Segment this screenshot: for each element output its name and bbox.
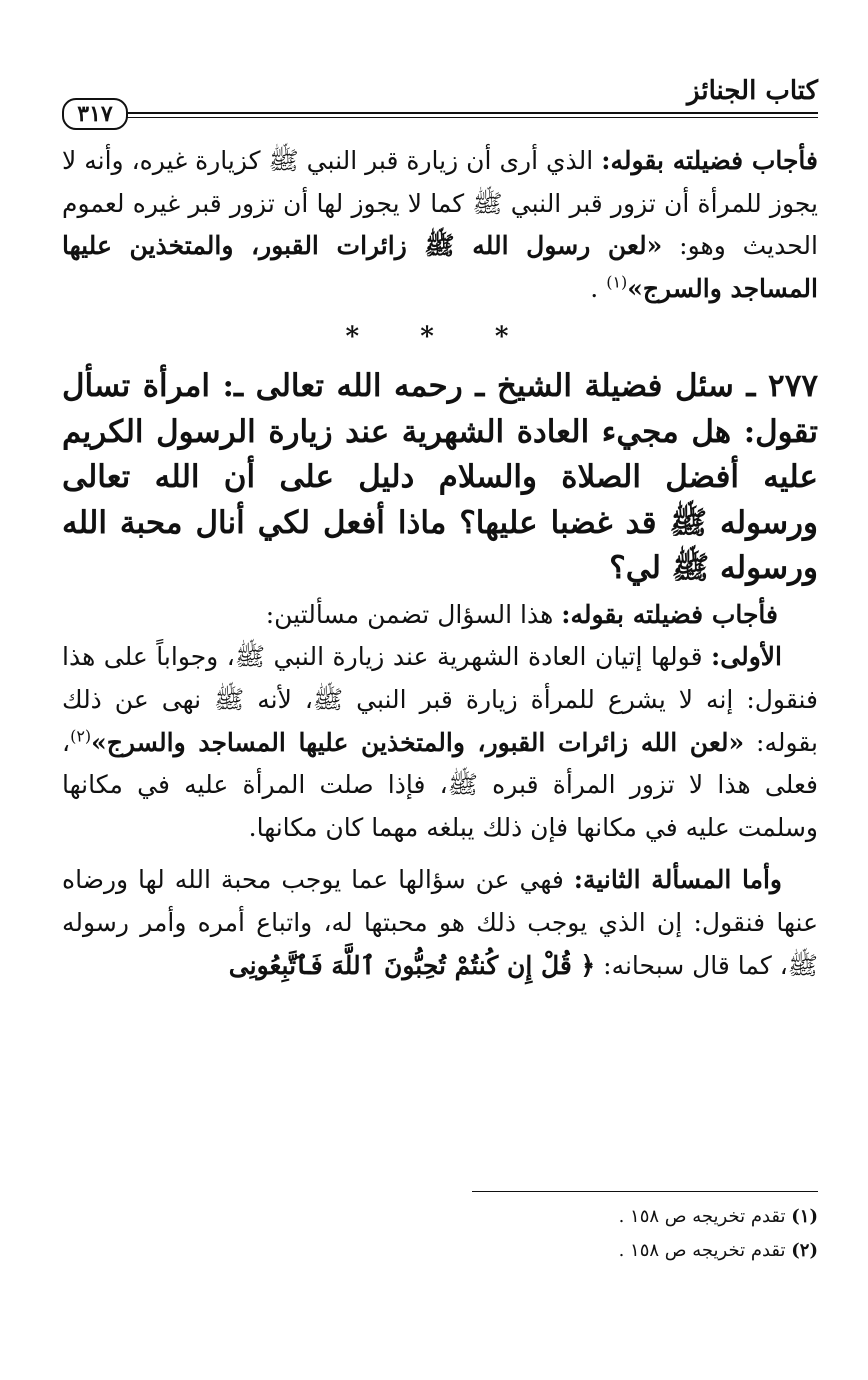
header-rule-thin [120, 117, 818, 118]
footnotes [62, 1200, 818, 1268]
first-issue-paragraph [62, 636, 818, 849]
answer-lead: فأجاب فضيلته بقوله: [601, 146, 819, 175]
page-number: ٣١٧ [62, 98, 128, 130]
footnote-number: (١) [791, 1206, 818, 1227]
question-277: ٢٧٧ ـ سئل فضيلة الشيخ ـ رحمه الله تعالى ـ: امرأة تسأل تقول: هل مجيء العادة الشهرية عند زيارة الرسول الكريم عليه أفضل الصلاة والسلام دليل على أن الله تعالى ورسوله ﷺ قد غضبا عليها؟ ماذا أفعل لكي أنال محبة الله ورسوله ﷺ لي؟ [62, 368, 818, 587]
answer-intro-lead: فأجاب فضيلته بقوله: [561, 599, 778, 629]
answer-paragraph-previous [62, 140, 818, 310]
footnote-number: (٢) [791, 1240, 818, 1261]
second-issue-paragraph [62, 859, 818, 987]
quran-verse: ﴿ قُلْ إِن كُنتُمْ تُحِبُّونَ ٱللَّهَ فَٱتَّبِعُونِى [228, 950, 596, 980]
first-issue-text-b: ، فعلى هذا لا تزور المرأة قبره ﷺ، فإذا صلت المرأة عليه في مكانها وسلمت عليه في مكانها فإن ذلك يبلغه مهما كان مكانها. [62, 727, 818, 842]
footnote-ref-2: (٢) [70, 726, 92, 746]
first-issue-hadith: «لعن الله زائرات القبور، والمتخذين عليها المساجد والسرج» [91, 727, 745, 757]
first-issue-text-a: قولها إتيان العادة الشهرية عند زيارة النبي ﷺ، وجواباً على هذا فنقول: إنه لا يشرع للمرأة زيارة قبر النبي ﷺ، لأنه ﷺ نهى عن ذلك بقوله: [62, 642, 818, 757]
paragraph-gap [62, 849, 818, 859]
footnote-text: تقدم تخريجه ص ١٥٨ . [618, 1240, 792, 1261]
second-issue-lead: وأما المسألة الثانية: [573, 865, 782, 895]
footnote-text: تقدم تخريجه ص ١٥٨ . [618, 1206, 792, 1227]
second-issue-text: فهي عن سؤالها عما يوجب محبة الله لها ورضاه عنها فنقول: إن الذي يوجب ذلك هو محبتها له، واتباع أمره وأمر رسوله ﷺ، كما قال سبحانه: [62, 865, 818, 980]
answer-intro-text: هذا السؤال تضمن مسألتين: [265, 599, 562, 629]
footnote-rule [472, 1191, 818, 1192]
answer-intro [62, 594, 818, 637]
footnote-1 [62, 1200, 818, 1234]
header-rule [120, 112, 818, 114]
book-title: كتاب الجنائز [687, 76, 818, 106]
paragraph-end: . [590, 273, 607, 303]
page-body [62, 140, 818, 987]
running-header [62, 72, 818, 132]
footnote-ref-1: (١) [606, 272, 628, 292]
answer-277 [62, 594, 818, 987]
section-separator: * * * [345, 322, 535, 353]
hadith-quote: «لعن رسول الله ﷺ زائرات القبور، والمتخذين عليها المساجد والسرج» [62, 231, 818, 303]
answer-text: الذي أرى أن زيارة قبر النبي ﷺ كزيارة غيره، وأنه لا يجوز للمرأة أن تزور قبر النبي ﷺ كما لا يجوز لها أن تزور قبر غيره لعموم الحديث وهو: [62, 146, 818, 261]
first-issue-lead: الأولى: [711, 642, 782, 672]
footnote-2 [62, 1234, 818, 1268]
